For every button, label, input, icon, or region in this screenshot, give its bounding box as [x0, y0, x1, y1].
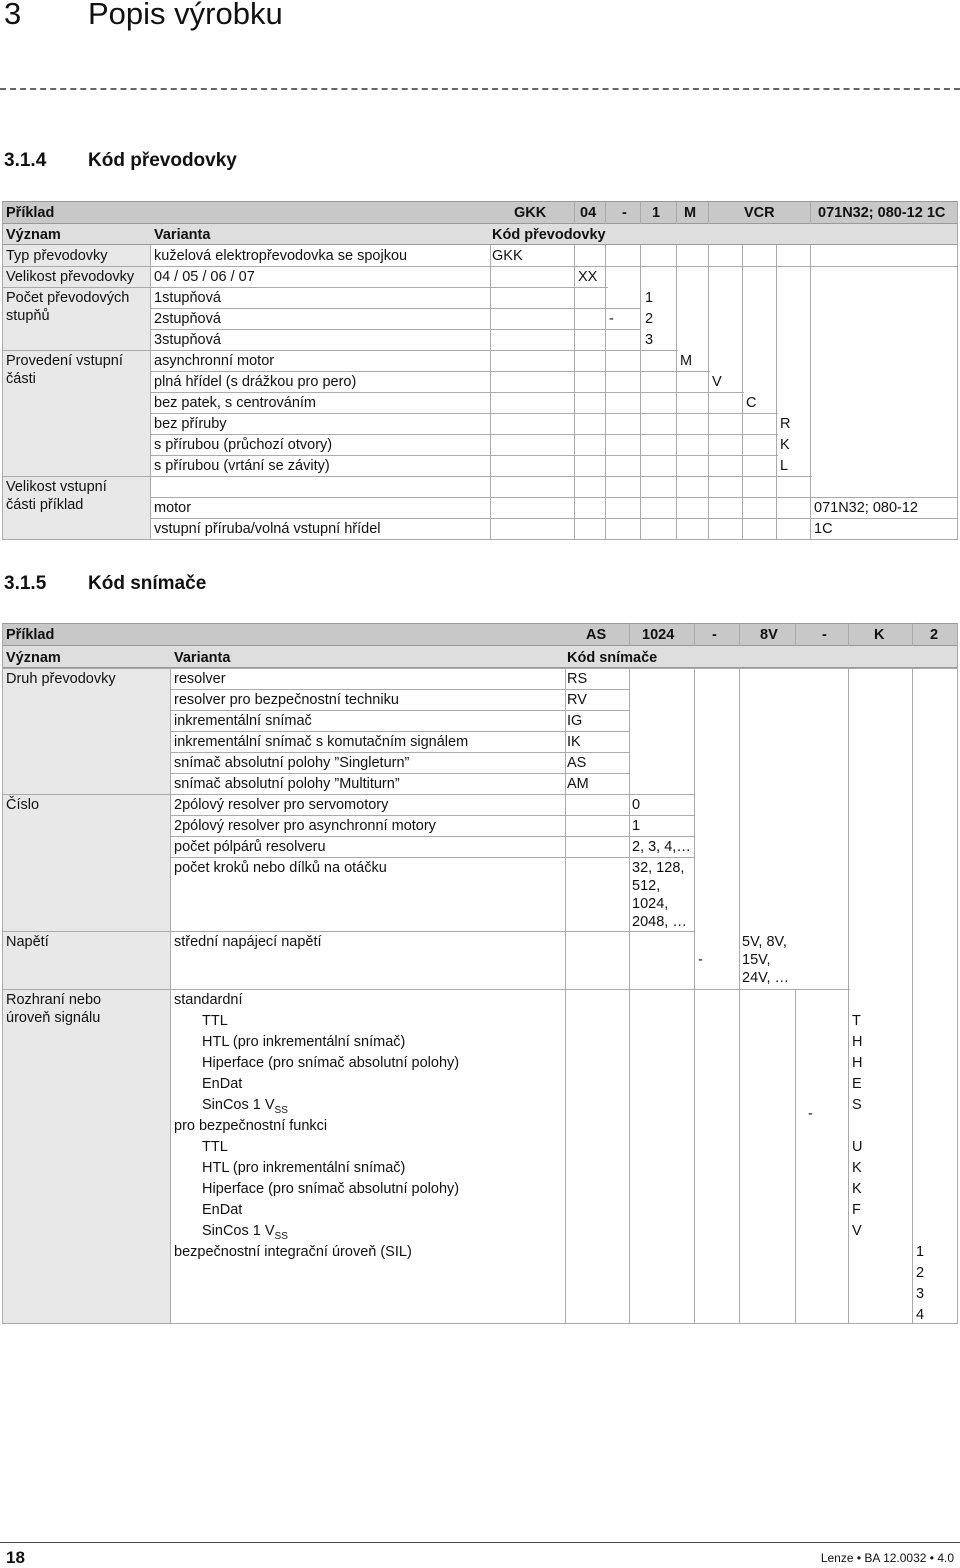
- variant-cell: resolver pro bezpečnostní techniku: [174, 692, 399, 708]
- variant-cell: plná hřídel (s drážkou pro pero): [154, 374, 357, 390]
- col-code-header: Kód převodovky: [492, 227, 606, 243]
- column-header-row: [2, 646, 958, 668]
- example-code: VCR: [744, 205, 775, 221]
- example-code: 8V: [760, 627, 778, 643]
- variant-cell: TTL: [202, 1013, 228, 1029]
- example-code: -: [822, 627, 827, 643]
- code-cell: 5V, 8V, 15V, 24V, …: [742, 934, 790, 986]
- code-cell: L: [780, 458, 789, 474]
- code-cell: AM: [567, 776, 589, 792]
- col-code-header: Kód snímače: [567, 650, 658, 666]
- code-cell: H: [852, 1034, 863, 1050]
- variant-cell: vstupní příruba/volná vstupní hřídel: [154, 521, 381, 537]
- example-code: 071N32; 080-12 1C: [818, 205, 946, 221]
- code-cell: T: [852, 1013, 861, 1029]
- code-cell: 1C: [814, 521, 833, 537]
- code-cell: IK: [567, 734, 581, 750]
- variant-text: SinCos 1 V: [202, 1097, 275, 1113]
- col-meaning-header: Význam: [6, 227, 61, 243]
- variant-cell: pro bezpečnostní funkci: [174, 1118, 328, 1134]
- code-cell: H: [852, 1055, 863, 1071]
- code-cell: R: [780, 416, 791, 432]
- encoder-code-table: [2, 623, 958, 1324]
- footer-divider: [0, 1542, 960, 1543]
- code-cell: GKK: [492, 248, 523, 264]
- variant-cell: resolver: [174, 671, 226, 687]
- code-cell: RV: [567, 692, 587, 708]
- code-cell: XX: [578, 269, 598, 285]
- group-label: Napětí: [6, 934, 49, 950]
- meaning-cell: Velikost převodovky: [6, 269, 135, 285]
- variant-cell: počet kroků nebo dílků na otáčku: [174, 860, 387, 876]
- dash-cell: -: [609, 311, 614, 327]
- group-label: Rozhraní nebo úroveň signálu: [6, 992, 102, 1026]
- example-code: M: [684, 205, 697, 221]
- variant-cell: 2pólový resolver pro servomotory: [174, 797, 389, 813]
- variant-cell: HTL (pro inkrementální snímač): [202, 1034, 406, 1050]
- code-cell: K: [780, 437, 790, 453]
- example-code: -: [712, 627, 717, 643]
- variant-cell: standardní: [174, 992, 243, 1008]
- code-cell: 3: [916, 1286, 925, 1302]
- variant-subscript: SS: [274, 1230, 288, 1242]
- code-cell: V: [712, 374, 722, 390]
- code-cell: 32, 128, 512, 1024, 2048, …: [632, 860, 687, 930]
- code-cell: 3: [645, 332, 654, 348]
- variant-cell: Hiperface (pro snímač absolutní polohy): [202, 1181, 460, 1197]
- variant-cell: kuželová elektropřevodovka se spojkou: [154, 248, 408, 264]
- dash-cell: -: [698, 952, 703, 968]
- code-cell: K: [852, 1160, 862, 1176]
- code-cell: IG: [567, 713, 583, 729]
- variant-cell: s přírubou (průchozí otvory): [154, 437, 333, 453]
- variant-subscript: SS: [274, 1104, 288, 1116]
- dash-cell: -: [808, 1106, 813, 1122]
- example-label: Příklad: [6, 627, 55, 643]
- variant-cell: 2stupňová: [154, 311, 221, 327]
- section-title: Kód převodovky: [88, 150, 237, 171]
- variant-cell: 3stupňová: [154, 332, 221, 348]
- variant-text: SinCos 1 V: [202, 1223, 275, 1239]
- variant-cell: bez patek, s centrováním: [154, 395, 316, 411]
- example-label: Příklad: [6, 205, 55, 221]
- variant-cell: 04 / 05 / 06 / 07: [154, 269, 255, 285]
- example-header-row: [2, 623, 958, 646]
- code-cell: C: [746, 395, 757, 411]
- code-cell: 1: [632, 818, 641, 834]
- code-cell: U: [852, 1139, 863, 1155]
- col-variant-header: Varianta: [174, 650, 231, 666]
- page-number: 18: [6, 1548, 25, 1567]
- example-code: -: [622, 205, 627, 221]
- section-number: 3.1.5: [4, 573, 47, 594]
- example-code: 1024: [642, 627, 675, 643]
- code-cell: E: [852, 1076, 862, 1092]
- col-meaning-header: Význam: [6, 650, 61, 666]
- variant-cell: bezpečnostní integrační úroveň (SIL): [174, 1244, 412, 1260]
- group-label: Druh převodovky: [6, 671, 116, 687]
- variant-cell: počet pólpárů resolveru: [174, 839, 326, 855]
- code-cell: 2: [916, 1265, 925, 1281]
- variant-cell: snímač absolutní polohy ”Multiturn”: [174, 776, 400, 792]
- example-header-row: [2, 201, 958, 224]
- example-code: 1: [652, 205, 661, 221]
- example-code: GKK: [514, 205, 547, 221]
- code-cell: 2: [645, 311, 654, 327]
- variant-cell: snímač absolutní polohy ”Singleturn”: [174, 755, 410, 771]
- document-reference: Lenze • BA 12.0032 • 4.0: [820, 1551, 954, 1565]
- example-code: K: [874, 627, 885, 643]
- code-cell: F: [852, 1202, 861, 1218]
- chapter-number: 3: [4, 0, 22, 31]
- chapter-title: Popis výrobku: [88, 0, 283, 31]
- meaning-cell: Provedení vstupní části: [6, 353, 123, 387]
- code-cell: V: [852, 1223, 862, 1239]
- code-cell: 0: [632, 797, 641, 813]
- code-cell: S: [852, 1097, 862, 1113]
- section-title: Kód snímače: [88, 573, 207, 594]
- code-cell: AS: [567, 755, 587, 771]
- col-variant-header: Varianta: [154, 227, 211, 243]
- code-cell: 2, 3, 4,…: [632, 839, 691, 855]
- example-code: 2: [930, 627, 939, 643]
- code-cell: K: [852, 1181, 862, 1197]
- variant-cell: TTL: [202, 1139, 228, 1155]
- variant-cell: s přírubou (vrtání se závity): [154, 458, 330, 474]
- column-header-row: [2, 224, 958, 245]
- code-cell: RS: [567, 671, 588, 687]
- variant-cell: střední napájecí napětí: [174, 934, 322, 950]
- code-cell: 4: [916, 1307, 925, 1323]
- meaning-cell: Počet převodových stupňů: [6, 290, 130, 324]
- variant-cell: Hiperface (pro snímač absolutní polohy): [202, 1055, 460, 1071]
- code-cell: 071N32; 080-12: [814, 500, 918, 516]
- variant-cell: EnDat: [202, 1202, 243, 1218]
- variant-cell: motor: [154, 500, 192, 516]
- variant-cell: HTL (pro inkrementální snímač): [202, 1160, 406, 1176]
- section-number: 3.1.4: [4, 150, 47, 171]
- meaning-cell: Typ převodovky: [6, 248, 108, 264]
- code-cell: 1: [916, 1244, 925, 1260]
- variant-cell: inkrementální snímač: [174, 713, 312, 729]
- example-code: 04: [580, 205, 597, 221]
- group-label: Číslo: [6, 797, 40, 813]
- variant-cell: 1stupňová: [154, 290, 221, 306]
- code-cell: M: [680, 353, 693, 369]
- variant-cell: bez příruby: [154, 416, 227, 432]
- code-cell: 1: [645, 290, 654, 306]
- gearbox-code-table: [2, 201, 958, 539]
- variant-cell: inkrementální snímač s komutačním signálem: [174, 734, 469, 750]
- variant-cell: EnDat: [202, 1076, 243, 1092]
- dashed-divider: [0, 88, 960, 90]
- example-code: AS: [586, 627, 607, 643]
- variant-cell: 2pólový resolver pro asynchronní motory: [174, 818, 436, 834]
- meaning-cell: Velikost vstupní části příklad: [6, 479, 107, 513]
- variant-cell: asynchronní motor: [154, 353, 275, 369]
